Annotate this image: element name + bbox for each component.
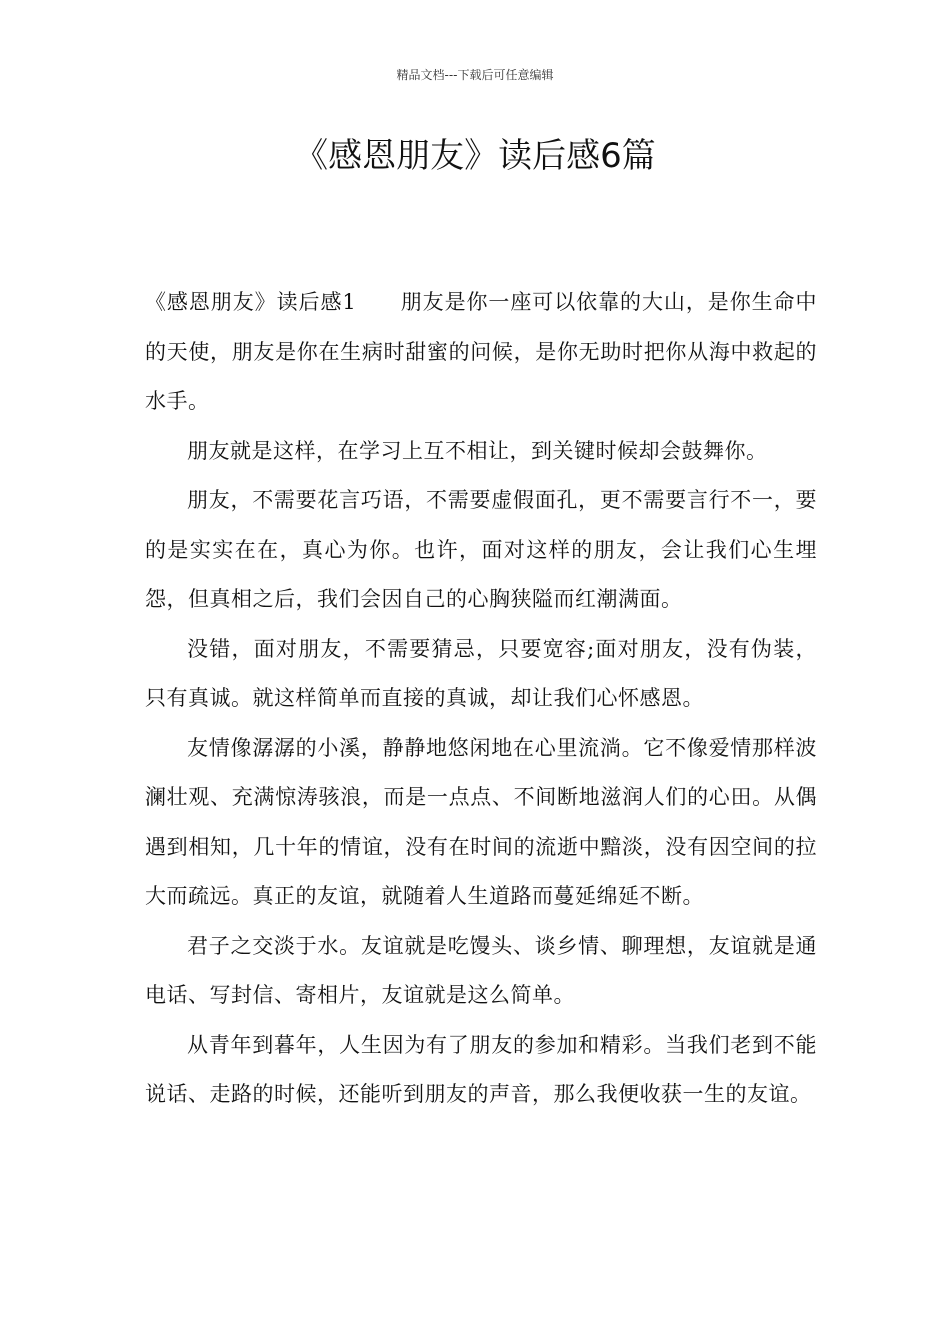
section-label: 《感恩朋友》读后感1 bbox=[145, 290, 357, 314]
paragraph-3: 朋友，不需要花言巧语，不需要虚假面孔，更不需要言行不一，要的是实实在在，真心为你。也许，面对这样的朋友，会让我们心生埋怨，但真相之后，我们会因自己的心胸狭隘而红潮满面。 bbox=[145, 488, 817, 611]
paragraph-7: 从青年到暮年，人生因为有了朋友的参加和精彩。当我们老到不能说话、走路的时候，还能听到朋友的声音，那么我便收获一生的友谊。 bbox=[145, 1032, 817, 1106]
document-body bbox=[145, 278, 817, 1120]
header-note: 精品文档---下载后可任意编辑 bbox=[396, 68, 554, 82]
paragraph-4: 没错，面对朋友，不需要猜忌，只要宽容;面对朋友，没有伪装，只有真诚。就这样简单而直接的真诚，却让我们心怀感恩。 bbox=[145, 636, 817, 710]
paragraph-6: 君子之交淡于水。友谊就是吃馒头、谈乡情、聊理想，友谊就是通电话、写封信、寄相片，友谊就是这么简单。 bbox=[145, 933, 817, 1007]
paragraph-1 bbox=[145, 278, 817, 427]
document-title: 《感恩朋友》读后感6篇 bbox=[294, 136, 656, 176]
paragraph-5: 友情像潺潺的小溪，静静地悠闲地在心里流淌。它不像爱情那样波澜壮观、充满惊涛骇浪，而是一点点、不间断地滋润人们的心田。从偶遇到相知，几十年的情谊，没有在时间的流逝中黯淡，没有因空间的拉大而疏远。真正的友谊，就随着人生道路而蔓延绵延不断。 bbox=[145, 735, 817, 908]
paragraph-2: 朋友就是这样，在学习上互不相让，到关键时候却会鼓舞你。 bbox=[187, 438, 768, 463]
paragraph-text: 朋友是你一座可以依靠的大山，是你生命中的天使，朋友是你在生病时甜蜜的问候，是你无助时把你从海中救起的水手。 bbox=[145, 290, 817, 413]
